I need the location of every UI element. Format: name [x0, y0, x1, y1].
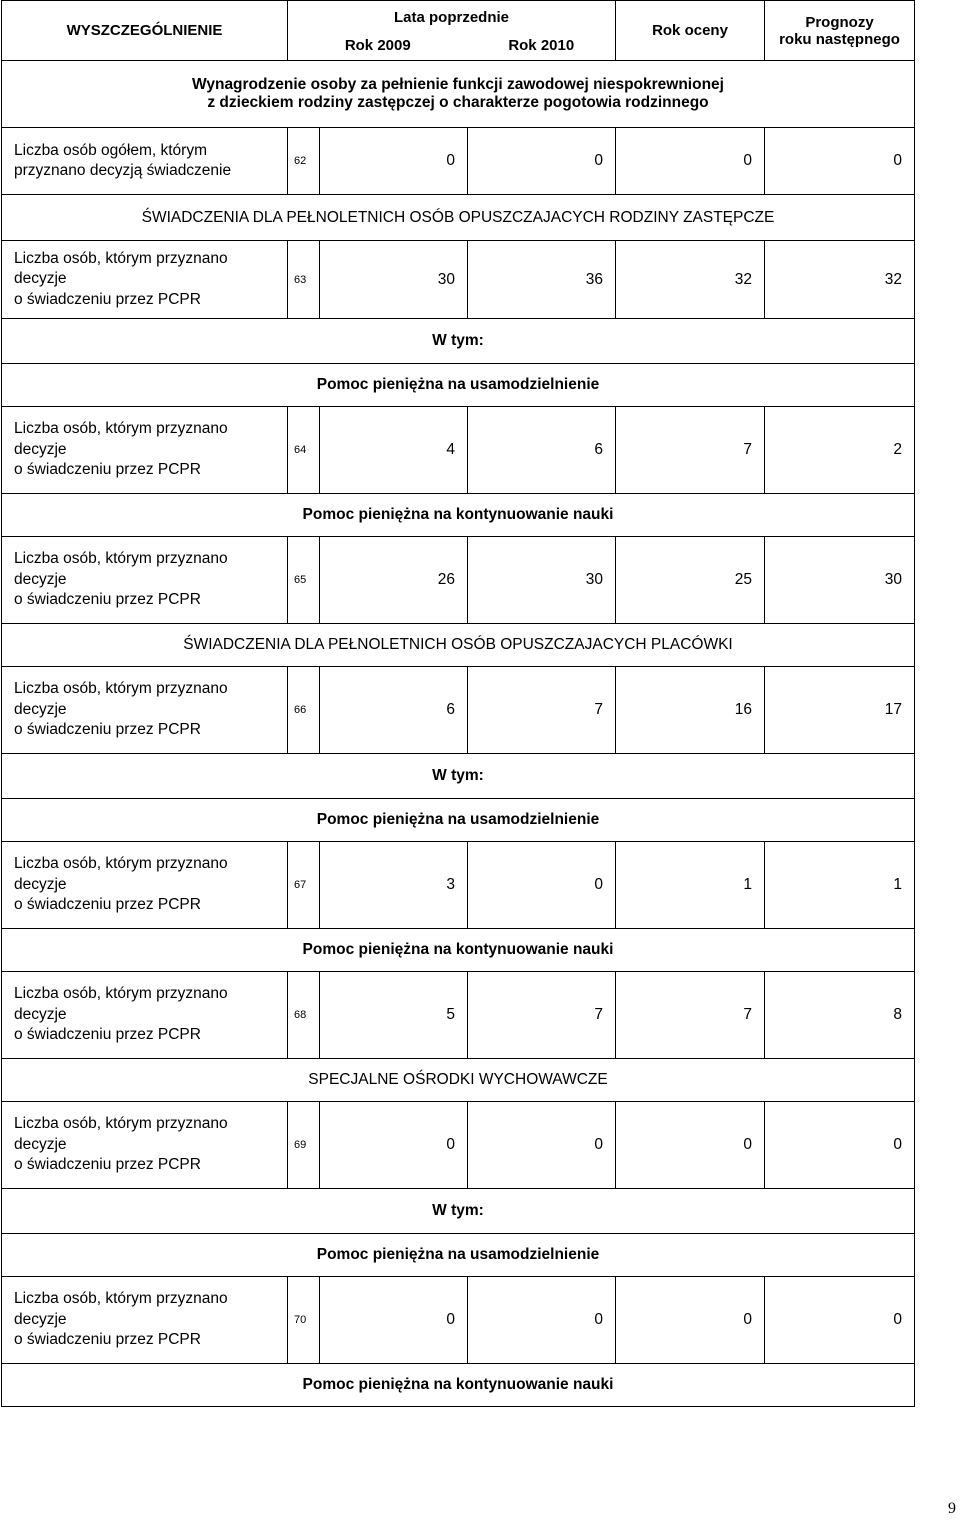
row-label — [2, 407, 288, 494]
value-2010: 30 — [468, 537, 616, 624]
row-label — [2, 972, 288, 1059]
row-number: 64 — [288, 407, 320, 494]
value-forecast: 1 — [765, 842, 915, 929]
subsection-w-tym: W tym: — [2, 754, 915, 799]
subsection-education-aid: Pomoc pieniężna na kontynuowanie nauki — [2, 929, 915, 972]
row-label — [2, 241, 288, 319]
row-label-line2: decyzje — [14, 1135, 67, 1153]
subsection-independence-aid: Pomoc pieniężna na usamodzielnienie — [2, 799, 915, 842]
row-label-line1: Liczba osób ogółem, którym — [14, 141, 207, 159]
row-label-line2: decyzje — [14, 1310, 67, 1328]
value-2010: 36 — [468, 241, 616, 319]
row-label-line3: o świadczeniu przez PCPR — [14, 721, 201, 739]
value-2010: 6 — [468, 407, 616, 494]
row-label — [2, 667, 288, 754]
row-label-line2: decyzje — [14, 700, 67, 718]
value-2009: 3 — [320, 842, 468, 929]
row-label-line2: decyzje — [14, 570, 67, 588]
row-number: 68 — [288, 972, 320, 1059]
subsection-independence-aid: Pomoc pieniężna na usamodzielnienie — [2, 1234, 915, 1277]
value-2010: 7 — [468, 972, 616, 1059]
value-forecast: 0 — [765, 1102, 915, 1189]
header-evaluation-year: Rok oceny — [616, 1, 765, 61]
table-row — [2, 972, 915, 1059]
row-label — [2, 128, 288, 195]
value-evaluation: 1 — [616, 842, 765, 929]
row-number: 62 — [288, 128, 320, 195]
value-evaluation: 25 — [616, 537, 765, 624]
row-label-line1: Liczba osób, którym przyznano — [14, 420, 228, 438]
value-evaluation: 7 — [616, 407, 765, 494]
row-label — [2, 1277, 288, 1364]
table-row — [2, 1102, 915, 1189]
value-forecast: 32 — [765, 241, 915, 319]
row-label-line1: Liczba osób, którym przyznano — [14, 985, 228, 1003]
value-2009: 26 — [320, 537, 468, 624]
section-title-foster-wage — [2, 61, 915, 128]
value-2010: 0 — [468, 842, 616, 929]
subsection-w-tym: W tym: — [2, 1189, 915, 1234]
value-forecast: 0 — [765, 1277, 915, 1364]
value-evaluation: 32 — [616, 241, 765, 319]
row-label-line3: o świadczeniu przez PCPR — [14, 1156, 201, 1174]
table-row — [2, 537, 915, 624]
table-row — [2, 1277, 915, 1364]
section-title-foster-wage-line1: Wynagrodzenie osoby za pełnienie funkcji zawodowej niespokrewnionej — [192, 76, 724, 93]
row-label — [2, 842, 288, 929]
value-2010: 0 — [468, 1102, 616, 1189]
row-number: 66 — [288, 667, 320, 754]
row-label-line1: Liczba osób, którym przyznano — [14, 855, 228, 873]
row-label-line2: decyzje — [14, 1005, 67, 1023]
section-title-special-centers: SPECJALNE OŚRODKI WYCHOWAWCZE — [2, 1059, 915, 1102]
row-label-line2: decyzje — [14, 440, 67, 458]
row-label — [2, 537, 288, 624]
page-number: 9 — [948, 1500, 956, 1517]
table-row — [2, 128, 915, 195]
header-forecast — [765, 1, 915, 61]
subsection-independence-aid: Pomoc pieniężna na usamodzielnienie — [2, 364, 915, 407]
subsection-education-aid: Pomoc pieniężna na kontynuowanie nauki — [2, 494, 915, 537]
value-2009: 6 — [320, 667, 468, 754]
header-year-2010: Rok 2010 — [468, 31, 616, 61]
value-evaluation: 0 — [616, 1277, 765, 1364]
header-previous-years: Lata poprzednie — [288, 1, 616, 31]
value-forecast: 2 — [765, 407, 915, 494]
value-2009: 0 — [320, 1102, 468, 1189]
table-row — [2, 241, 915, 319]
table-row — [2, 842, 915, 929]
row-label-line2: decyzje — [14, 875, 67, 893]
row-number: 63 — [288, 241, 320, 319]
value-2009: 0 — [320, 128, 468, 195]
row-label-line2: przyznano decyzją świadczenie — [14, 162, 232, 179]
value-2010: 0 — [468, 128, 616, 195]
row-label-line1: Liczba osób, którym przyznano — [14, 249, 228, 267]
section-title-foster-wage-line2: z dzieckiem rodziny zastępczej o charakterze pogotowia rodzinnego — [207, 94, 709, 111]
header-forecast-line2: roku następnego — [779, 30, 900, 48]
value-forecast: 8 — [765, 972, 915, 1059]
row-label-line3: o świadczeniu przez PCPR — [14, 290, 201, 308]
section-title-foster-families: ŚWIADCZENIA DLA PEŁNOLETNICH OSÓB OPUSZCZAJACYCH RODZINY ZASTĘPCZE — [2, 195, 915, 241]
row-label-line3: o świadczeniu przez PCPR — [14, 1331, 201, 1349]
value-2009: 5 — [320, 972, 468, 1059]
row-label-line3: o świadczeniu przez PCPR — [14, 1026, 201, 1044]
value-2009: 0 — [320, 1277, 468, 1364]
row-number: 70 — [288, 1277, 320, 1364]
row-label-line1: Liczba osób, którym przyznano — [14, 1290, 228, 1308]
value-evaluation: 0 — [616, 128, 765, 195]
value-forecast: 0 — [765, 128, 915, 195]
row-label — [2, 1102, 288, 1189]
value-forecast: 17 — [765, 667, 915, 754]
value-2009: 4 — [320, 407, 468, 494]
header-year-2009: Rok 2009 — [288, 31, 468, 61]
row-label-line3: o świadczeniu przez PCPR — [14, 461, 201, 479]
row-label-line1: Liczba osób, którym przyznano — [14, 1115, 228, 1133]
value-evaluation: 0 — [616, 1102, 765, 1189]
row-label-line3: o świadczeniu przez PCPR — [14, 896, 201, 914]
row-label-line3: o świadczeniu przez PCPR — [14, 591, 201, 609]
statistics-table — [1, 0, 915, 1407]
row-number: 67 — [288, 842, 320, 929]
header-forecast-line1: Prognozy — [805, 13, 874, 31]
table-row — [2, 407, 915, 494]
section-title-institutions: ŚWIADCZENIA DLA PEŁNOLETNICH OSÓB OPUSZCZAJACYCH PLACÓWKI — [2, 624, 915, 667]
value-evaluation: 7 — [616, 972, 765, 1059]
value-2010: 0 — [468, 1277, 616, 1364]
value-evaluation: 16 — [616, 667, 765, 754]
value-forecast: 30 — [765, 537, 915, 624]
value-2009: 30 — [320, 241, 468, 319]
table-row — [2, 667, 915, 754]
row-label-line1: Liczba osób, którym przyznano — [14, 550, 228, 568]
value-2010: 7 — [468, 667, 616, 754]
row-label-line2: decyzje — [14, 270, 67, 288]
subsection-w-tym: W tym: — [2, 319, 915, 364]
row-number: 65 — [288, 537, 320, 624]
row-label-line1: Liczba osób, którym przyznano — [14, 680, 228, 698]
row-number: 69 — [288, 1102, 320, 1189]
header-description: WYSZCZEGÓLNIENIE — [2, 1, 288, 61]
subsection-education-aid: Pomoc pieniężna na kontynuowanie nauki — [2, 1364, 915, 1407]
